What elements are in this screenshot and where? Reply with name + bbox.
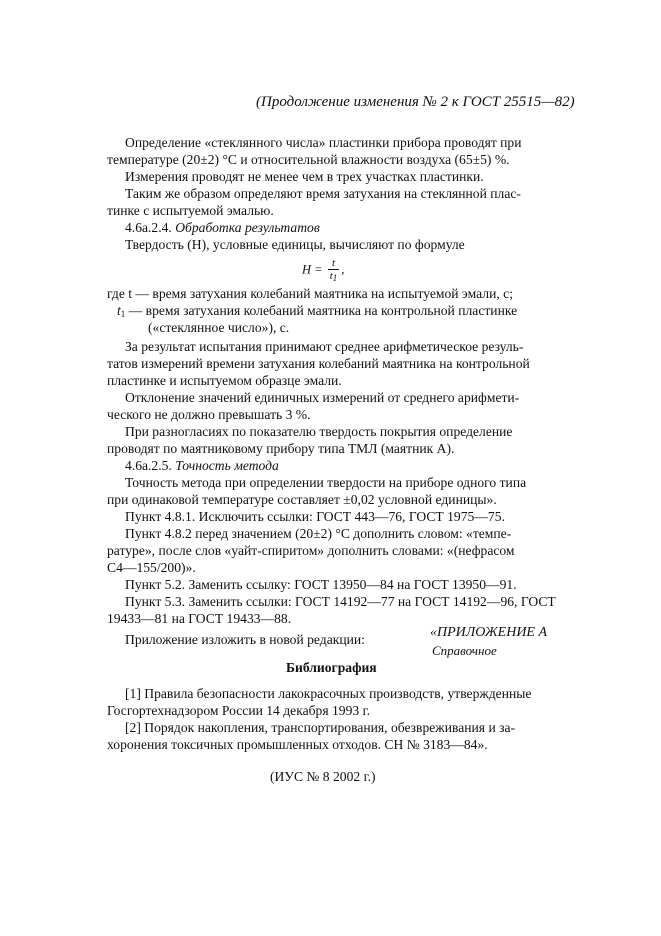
section-heading-4-6a-2-4 <box>125 219 320 236</box>
appendix-title: «ПРИЛОЖЕНИЕ А <box>430 625 548 640</box>
paragraph-line: Измерения проводят не менее чем в трех участках пластинки. <box>125 169 484 184</box>
paragraph-line: Отклонение значений единичных измерений от среднего арифмети- <box>125 390 520 405</box>
bibliography-entry: хоронения токсичных промышленных отходов. СН № 3183—84». <box>107 737 488 752</box>
paragraph-line: Пункт 4.8.1. Исключить ссылки: ГОСТ 443—76, ГОСТ 1975—75. <box>125 509 505 524</box>
section-heading-4-6a-2-5 <box>125 457 279 474</box>
section-title: Точность метода <box>175 458 279 473</box>
section-number: 4.6а.2.4. <box>125 220 172 235</box>
paragraph-line: Таким же образом определяют время затухания на стеклянной плас- <box>125 186 521 201</box>
paragraph-line: температуре (20±2) °С и относительной влажности воздуха (65±5) %. <box>107 152 510 167</box>
paragraph-line: Пункт 4.8.2 перед значением (20±2) °С дополнить словом: «темпе- <box>125 526 512 541</box>
paragraph-line: С4—155/200)». <box>107 560 196 575</box>
where-line: («стеклянное число»), с. <box>148 320 290 335</box>
section-number: 4.6а.2.5. <box>125 458 172 473</box>
paragraph-line: при одинаковой температуре составляет ±0,02 условной единицы». <box>107 492 497 507</box>
paragraph-line: Твердость (Н), условные единицы, вычисляют по формуле <box>125 237 465 252</box>
bibliography-title: Библиография <box>286 660 377 675</box>
paragraph-line: татов измерений времени затухания колебаний маятника на контрольной <box>107 356 530 371</box>
where-line: где t — время затухания колебаний маятника на испытуемой эмали, с; <box>107 286 513 301</box>
where-line: $t_1$ — время затухания колебаний маятника на контрольной пластинке <box>117 303 518 319</box>
paragraph-line: Пункт 5.2. Заменить ссылку: ГОСТ 13950—84 на ГОСТ 13950—91. <box>125 577 517 592</box>
bibliography-entry: Госгортехнадзором России 14 декабря 1993 г. <box>107 703 371 718</box>
page-header: (Продолжение изменения № 2 к ГОСТ 25515—82) <box>256 94 575 110</box>
paragraph-line: При разногласиях по показателю твердость покрытия определение <box>125 424 513 439</box>
formula <box>302 257 344 284</box>
paragraph-line: За результат испытания принимают среднее арифметическое резуль- <box>125 339 524 354</box>
paragraph-line: проводят по маятниковому прибору типа ТМЛ (маятник А). <box>107 441 455 456</box>
bibliography-entry: [2] Порядок накопления, транспортирования, обезвреживания и за- <box>125 720 516 735</box>
section-title: Обработка результатов <box>175 220 320 235</box>
paragraph-line: Определение «стеклянного числа» пластинки прибора проводят при <box>125 135 522 150</box>
footer-note: (ИУС № 8 2002 г.) <box>270 769 376 784</box>
appendix-subtitle: Справочное <box>432 643 497 658</box>
paragraph-line: пластинке и испытуемом образце эмали. <box>107 373 342 388</box>
paragraph-line: 19433—81 на ГОСТ 19433—88. <box>107 611 292 626</box>
paragraph-line: Точность метода при определении твердости на приборе одного типа <box>125 475 527 490</box>
formula-fraction <box>328 257 340 284</box>
paragraph-line: ратуре», после слов «уайт-спиритом» дополнить словами: «(нефрасом <box>107 543 515 558</box>
paragraph-line: ческого не должно превышать 3 %. <box>107 407 311 422</box>
paragraph-line: Приложение изложить в новой редакции: <box>125 632 365 647</box>
formula-denominator: $t_1$ <box>329 270 338 283</box>
paragraph-line: тинке с испытуемой эмалью. <box>107 203 274 218</box>
bibliography-entry: [1] Правила безопасности лакокрасочных производств, утвержденные <box>125 686 532 701</box>
formula-comma: , <box>341 262 345 277</box>
formula-numerator: t <box>328 257 340 270</box>
formula-lhs: H = <box>302 262 323 277</box>
paragraph-line: Пункт 5.3. Заменить ссылки: ГОСТ 14192—77 на ГОСТ 14192—96, ГОСТ <box>125 594 556 609</box>
